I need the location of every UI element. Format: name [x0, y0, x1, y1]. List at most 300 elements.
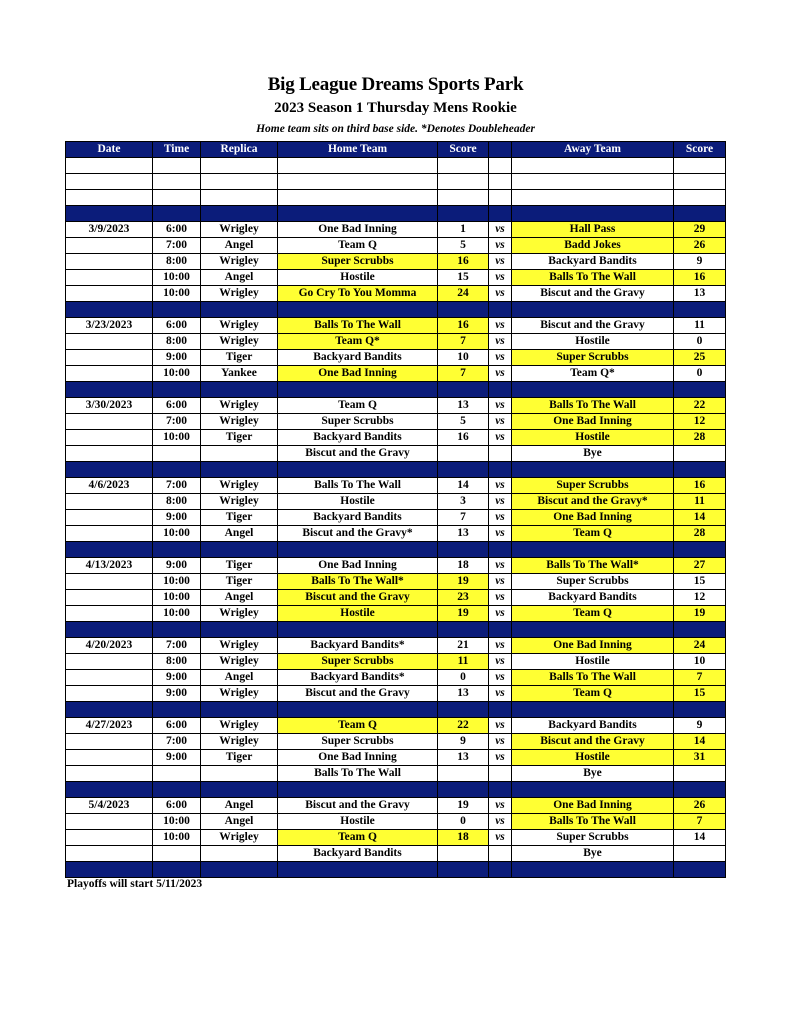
game-row — [66, 718, 726, 734]
vs-cell: vs — [489, 350, 512, 366]
time-cell: 9:00 — [153, 510, 201, 526]
field-cell: Angel — [201, 814, 278, 830]
separator-cell — [66, 206, 153, 222]
vs-cell: vs — [489, 510, 512, 526]
date-cell — [66, 366, 153, 382]
field-cell — [201, 846, 278, 862]
away-score-cell: 14 — [674, 830, 726, 846]
game-row — [66, 830, 726, 846]
date-cell — [66, 574, 153, 590]
separator-cell — [153, 622, 201, 638]
week-separator — [66, 782, 726, 798]
away-team-cell: Bye — [512, 446, 674, 462]
field-cell: Wrigley — [201, 318, 278, 334]
week-separator — [66, 542, 726, 558]
separator-cell — [201, 542, 278, 558]
game-row — [66, 494, 726, 510]
vs-cell: vs — [489, 526, 512, 542]
home-team-cell: Balls To The Wall — [278, 766, 438, 782]
vs-cell: vs — [489, 830, 512, 846]
separator-cell — [438, 462, 489, 478]
separator-cell — [438, 862, 489, 878]
home-team-cell: Balls To The Wall — [278, 478, 438, 494]
week-separator — [66, 862, 726, 878]
date-cell — [66, 254, 153, 270]
home-team-cell: Team Q — [278, 830, 438, 846]
separator-cell — [489, 542, 512, 558]
date-cell — [66, 334, 153, 350]
away-team-cell: Bye — [512, 846, 674, 862]
field-cell: Angel — [201, 270, 278, 286]
separator-cell — [489, 462, 512, 478]
empty-cell — [512, 190, 674, 206]
time-cell: 9:00 — [153, 686, 201, 702]
separator-cell — [278, 702, 438, 718]
vs-cell — [489, 846, 512, 862]
time-cell: 8:00 — [153, 334, 201, 350]
home-score-cell: 1 — [438, 222, 489, 238]
time-cell: 8:00 — [153, 494, 201, 510]
field-cell: Wrigley — [201, 494, 278, 510]
away-score-cell: 14 — [674, 510, 726, 526]
separator-cell — [512, 622, 674, 638]
separator-cell — [674, 542, 726, 558]
separator-cell — [438, 302, 489, 318]
date-cell: 3/9/2023 — [66, 222, 153, 238]
empty-cell — [438, 158, 489, 174]
time-cell: 7:00 — [153, 638, 201, 654]
page-title: Big League Dreams Sports Park — [267, 74, 524, 95]
away-score-cell: 13 — [674, 286, 726, 302]
empty-cell — [512, 158, 674, 174]
empty-cell — [278, 190, 438, 206]
home-score-cell: 3 — [438, 494, 489, 510]
footer-note: Playoffs will start 5/11/2023 — [67, 878, 203, 890]
field-cell: Yankee — [201, 366, 278, 382]
vs-cell: vs — [489, 398, 512, 414]
separator-cell — [278, 206, 438, 222]
home-score-cell — [438, 846, 489, 862]
separator-cell — [674, 206, 726, 222]
game-row — [66, 846, 726, 862]
time-cell: 9:00 — [153, 350, 201, 366]
away-team-cell: Hostile — [512, 334, 674, 350]
date-cell — [66, 734, 153, 750]
away-team-cell: One Bad Inning — [512, 414, 674, 430]
home-team-cell: Super Scrubbs — [278, 734, 438, 750]
home-team-cell: Balls To The Wall* — [278, 574, 438, 590]
away-score-cell — [674, 846, 726, 862]
away-team-cell: Balls To The Wall — [512, 670, 674, 686]
vs-cell: vs — [489, 238, 512, 254]
date-cell — [66, 494, 153, 510]
time-cell: 6:00 — [153, 798, 201, 814]
home-score-cell: 14 — [438, 478, 489, 494]
home-score-cell: 24 — [438, 286, 489, 302]
column-header-replica: Replica — [201, 142, 278, 158]
separator-cell — [66, 462, 153, 478]
away-team-cell: Team Q — [512, 526, 674, 542]
home-team-cell: One Bad Inning — [278, 222, 438, 238]
empty-cell — [438, 174, 489, 190]
vs-cell: vs — [489, 558, 512, 574]
field-cell: Wrigley — [201, 686, 278, 702]
separator-cell — [674, 382, 726, 398]
vs-cell: vs — [489, 334, 512, 350]
date-cell — [66, 350, 153, 366]
game-row — [66, 766, 726, 782]
game-row — [66, 654, 726, 670]
separator-cell — [512, 462, 674, 478]
separator-cell — [489, 302, 512, 318]
game-row — [66, 558, 726, 574]
home-team-cell: Team Q — [278, 718, 438, 734]
column-header-vs — [489, 142, 512, 158]
separator-cell — [438, 542, 489, 558]
away-team-cell: Super Scrubbs — [512, 350, 674, 366]
separator-cell — [201, 782, 278, 798]
game-row — [66, 734, 726, 750]
field-cell: Wrigley — [201, 478, 278, 494]
separator-cell — [278, 462, 438, 478]
home-team-cell: Backyard Bandits — [278, 846, 438, 862]
away-score-cell: 11 — [674, 494, 726, 510]
date-cell — [66, 830, 153, 846]
home-score-cell: 13 — [438, 686, 489, 702]
separator-cell — [66, 782, 153, 798]
field-cell: Wrigley — [201, 334, 278, 350]
home-score-cell: 22 — [438, 718, 489, 734]
empty-cell — [201, 158, 278, 174]
away-score-cell: 9 — [674, 254, 726, 270]
game-row — [66, 286, 726, 302]
away-team-cell: Hostile — [512, 430, 674, 446]
time-cell: 9:00 — [153, 558, 201, 574]
separator-cell — [153, 302, 201, 318]
vs-cell: vs — [489, 654, 512, 670]
time-cell: 6:00 — [153, 398, 201, 414]
empty-cell — [201, 174, 278, 190]
home-team-cell: Backyard Bandits* — [278, 638, 438, 654]
date-cell: 4/13/2023 — [66, 558, 153, 574]
separator-cell — [438, 382, 489, 398]
away-team-cell: Biscut and the Gravy* — [512, 494, 674, 510]
separator-cell — [153, 206, 201, 222]
away-score-cell — [674, 446, 726, 462]
separator-cell — [278, 782, 438, 798]
time-cell: 6:00 — [153, 318, 201, 334]
home-team-cell: Biscut and the Gravy — [278, 798, 438, 814]
time-cell: 10:00 — [153, 590, 201, 606]
away-score-cell: 11 — [674, 318, 726, 334]
empty-cell — [512, 174, 674, 190]
home-team-cell: Biscut and the Gravy* — [278, 526, 438, 542]
column-header-home-score: Score — [438, 142, 489, 158]
time-cell: 8:00 — [153, 254, 201, 270]
separator-cell — [153, 702, 201, 718]
game-row — [66, 798, 726, 814]
separator-cell — [201, 622, 278, 638]
empty-cell — [66, 174, 153, 190]
away-team-cell: Backyard Bandits — [512, 718, 674, 734]
separator-cell — [489, 782, 512, 798]
home-team-cell: Super Scrubbs — [278, 654, 438, 670]
home-score-cell: 16 — [438, 318, 489, 334]
schedule-body — [66, 158, 726, 878]
home-team-cell: Biscut and the Gravy — [278, 446, 438, 462]
home-score-cell: 7 — [438, 334, 489, 350]
game-row — [66, 334, 726, 350]
separator-cell — [438, 702, 489, 718]
vs-cell: vs — [489, 750, 512, 766]
game-row — [66, 510, 726, 526]
date-cell — [66, 526, 153, 542]
away-team-cell: Team Q — [512, 606, 674, 622]
away-team-cell: Balls To The Wall — [512, 814, 674, 830]
time-cell: 10:00 — [153, 430, 201, 446]
field-cell: Tiger — [201, 430, 278, 446]
date-cell — [66, 606, 153, 622]
separator-cell — [438, 782, 489, 798]
game-row — [66, 526, 726, 542]
week-separator — [66, 206, 726, 222]
empty-cell — [153, 174, 201, 190]
away-score-cell: 26 — [674, 798, 726, 814]
home-score-cell: 18 — [438, 558, 489, 574]
empty-cell — [201, 190, 278, 206]
home-score-cell: 0 — [438, 670, 489, 686]
separator-cell — [66, 542, 153, 558]
game-row — [66, 686, 726, 702]
game-row — [66, 590, 726, 606]
home-team-cell: Hostile — [278, 606, 438, 622]
away-score-cell: 7 — [674, 814, 726, 830]
blank-row — [66, 158, 726, 174]
time-cell: 9:00 — [153, 670, 201, 686]
game-row — [66, 238, 726, 254]
blank-row — [66, 174, 726, 190]
date-cell — [66, 446, 153, 462]
separator-cell — [153, 782, 201, 798]
field-cell: Wrigley — [201, 606, 278, 622]
time-cell — [153, 766, 201, 782]
field-cell: Tiger — [201, 350, 278, 366]
page-subtitle: 2023 Season 1 Thursday Mens Rookie — [274, 100, 517, 116]
date-cell — [66, 270, 153, 286]
date-cell — [66, 510, 153, 526]
vs-cell — [489, 446, 512, 462]
home-score-cell: 10 — [438, 350, 489, 366]
away-score-cell: 16 — [674, 478, 726, 494]
home-score-cell: 18 — [438, 830, 489, 846]
date-cell — [66, 590, 153, 606]
separator-cell — [153, 462, 201, 478]
date-cell — [66, 430, 153, 446]
table-header-row — [66, 142, 726, 158]
week-separator — [66, 302, 726, 318]
away-score-cell: 27 — [674, 558, 726, 574]
date-cell: 4/6/2023 — [66, 478, 153, 494]
field-cell — [201, 446, 278, 462]
separator-cell — [512, 782, 674, 798]
away-team-cell: Team Q* — [512, 366, 674, 382]
vs-cell: vs — [489, 814, 512, 830]
away-score-cell: 31 — [674, 750, 726, 766]
field-cell: Wrigley — [201, 638, 278, 654]
time-cell — [153, 846, 201, 862]
separator-cell — [512, 382, 674, 398]
separator-cell — [201, 702, 278, 718]
empty-cell — [278, 174, 438, 190]
separator-cell — [512, 862, 674, 878]
field-cell: Tiger — [201, 750, 278, 766]
separator-cell — [512, 206, 674, 222]
away-team-cell: Hostile — [512, 654, 674, 670]
vs-cell — [489, 766, 512, 782]
away-score-cell: 24 — [674, 638, 726, 654]
game-row — [66, 270, 726, 286]
home-team-cell: Team Q — [278, 238, 438, 254]
field-cell: Wrigley — [201, 286, 278, 302]
away-score-cell: 22 — [674, 398, 726, 414]
separator-cell — [66, 622, 153, 638]
separator-cell — [674, 622, 726, 638]
away-team-cell: Biscut and the Gravy — [512, 318, 674, 334]
separator-cell — [153, 862, 201, 878]
empty-cell — [66, 190, 153, 206]
home-team-cell: Team Q — [278, 398, 438, 414]
away-score-cell: 0 — [674, 366, 726, 382]
field-cell: Wrigley — [201, 254, 278, 270]
home-team-cell: Hostile — [278, 814, 438, 830]
field-cell: Wrigley — [201, 830, 278, 846]
home-team-cell: Backyard Bandits — [278, 350, 438, 366]
away-team-cell: Biscut and the Gravy — [512, 734, 674, 750]
home-score-cell: 16 — [438, 254, 489, 270]
date-cell: 4/20/2023 — [66, 638, 153, 654]
field-cell: Wrigley — [201, 734, 278, 750]
empty-cell — [489, 158, 512, 174]
date-cell — [66, 414, 153, 430]
vs-cell: vs — [489, 478, 512, 494]
page-note: Home team sits on third base side. *Denotes Doubleheader — [256, 123, 535, 135]
separator-cell — [278, 542, 438, 558]
separator-cell — [278, 382, 438, 398]
home-score-cell: 13 — [438, 750, 489, 766]
separator-cell — [512, 302, 674, 318]
time-cell — [153, 446, 201, 462]
vs-cell: vs — [489, 798, 512, 814]
home-score-cell: 5 — [438, 238, 489, 254]
field-cell: Wrigley — [201, 414, 278, 430]
vs-cell: vs — [489, 430, 512, 446]
game-row — [66, 366, 726, 382]
away-team-cell: Balls To The Wall* — [512, 558, 674, 574]
time-cell: 10:00 — [153, 814, 201, 830]
away-team-cell: One Bad Inning — [512, 638, 674, 654]
field-cell: Tiger — [201, 574, 278, 590]
date-cell — [66, 750, 153, 766]
date-cell — [66, 814, 153, 830]
away-score-cell: 10 — [674, 654, 726, 670]
away-team-cell: Backyard Bandits — [512, 254, 674, 270]
game-row — [66, 350, 726, 366]
empty-cell — [153, 158, 201, 174]
separator-cell — [674, 462, 726, 478]
separator-cell — [278, 862, 438, 878]
game-row — [66, 414, 726, 430]
separator-cell — [489, 382, 512, 398]
date-cell — [66, 846, 153, 862]
time-cell: 10:00 — [153, 606, 201, 622]
away-score-cell: 28 — [674, 430, 726, 446]
away-score-cell: 15 — [674, 574, 726, 590]
time-cell: 6:00 — [153, 718, 201, 734]
home-score-cell: 21 — [438, 638, 489, 654]
column-header-time: Time — [153, 142, 201, 158]
separator-cell — [201, 462, 278, 478]
separator-cell — [674, 782, 726, 798]
home-score-cell — [438, 446, 489, 462]
home-team-cell: Super Scrubbs — [278, 254, 438, 270]
away-score-cell: 19 — [674, 606, 726, 622]
separator-cell — [201, 862, 278, 878]
field-cell — [201, 766, 278, 782]
home-team-cell: Balls To The Wall — [278, 318, 438, 334]
empty-cell — [438, 190, 489, 206]
vs-cell: vs — [489, 606, 512, 622]
field-cell: Wrigley — [201, 398, 278, 414]
away-team-cell: Hall Pass — [512, 222, 674, 238]
separator-cell — [674, 702, 726, 718]
time-cell: 7:00 — [153, 414, 201, 430]
vs-cell: vs — [489, 494, 512, 510]
column-header-away-score: Score — [674, 142, 726, 158]
separator-cell — [153, 382, 201, 398]
date-cell — [66, 670, 153, 686]
field-cell: Angel — [201, 798, 278, 814]
field-cell: Tiger — [201, 558, 278, 574]
home-score-cell: 7 — [438, 366, 489, 382]
away-score-cell: 15 — [674, 686, 726, 702]
away-score-cell: 9 — [674, 718, 726, 734]
separator-cell — [153, 542, 201, 558]
time-cell: 7:00 — [153, 238, 201, 254]
away-score-cell: 16 — [674, 270, 726, 286]
field-cell: Wrigley — [201, 718, 278, 734]
separator-cell — [674, 302, 726, 318]
away-score-cell: 25 — [674, 350, 726, 366]
vs-cell: vs — [489, 638, 512, 654]
field-cell: Angel — [201, 590, 278, 606]
away-score-cell: 12 — [674, 590, 726, 606]
separator-cell — [278, 302, 438, 318]
time-cell: 6:00 — [153, 222, 201, 238]
game-row — [66, 606, 726, 622]
vs-cell: vs — [489, 718, 512, 734]
week-separator — [66, 462, 726, 478]
separator-cell — [489, 206, 512, 222]
home-score-cell: 13 — [438, 398, 489, 414]
home-score-cell: 23 — [438, 590, 489, 606]
separator-cell — [438, 206, 489, 222]
home-team-cell: Super Scrubbs — [278, 414, 438, 430]
separator-cell — [438, 622, 489, 638]
game-row — [66, 430, 726, 446]
empty-cell — [66, 158, 153, 174]
vs-cell: vs — [489, 670, 512, 686]
date-cell — [66, 238, 153, 254]
